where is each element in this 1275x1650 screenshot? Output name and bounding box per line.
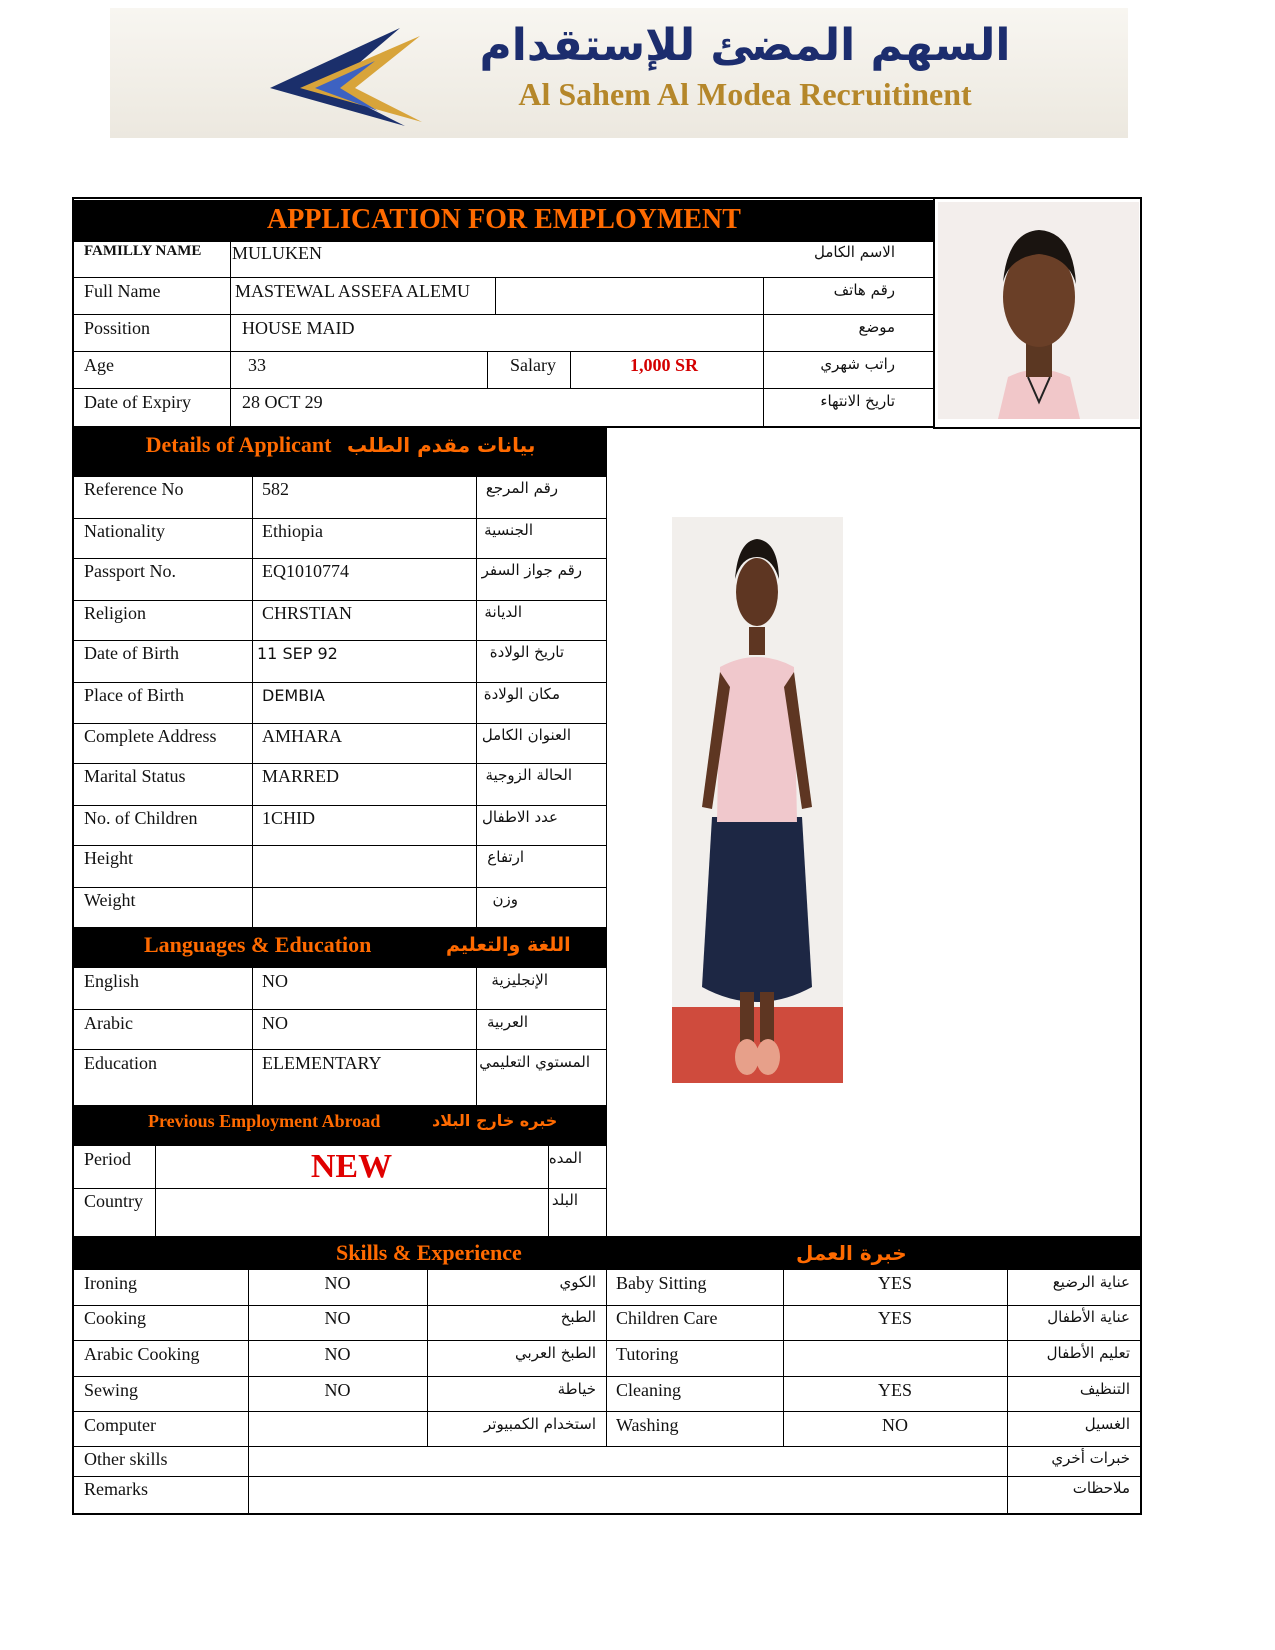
children-care-arabic: عناية الأطفال <box>1047 1308 1130 1326</box>
logo-english-name: Al Sahem Al Modea Recruitinent <box>518 76 972 112</box>
age-value: 33 <box>248 355 266 375</box>
family-name-value: MULUKEN <box>232 243 322 263</box>
education-label: Education <box>84 1053 157 1073</box>
ironing-value: NO <box>324 1273 351 1293</box>
passport-arabic: رقم جواز السفر <box>481 561 582 579</box>
english-value: NO <box>262 971 288 991</box>
religion-arabic: الديانة <box>484 603 522 621</box>
english-arabic: الإنجليزية <box>491 971 548 989</box>
arabic-cooking-label: Arabic Cooking <box>84 1344 200 1364</box>
skills-title-en: Skills & Experience <box>336 1240 522 1265</box>
other-skills-arabic: خبرات أخري <box>1051 1449 1130 1467</box>
cleaning-arabic: التنظيف <box>1079 1380 1130 1398</box>
tutoring-label: Tutoring <box>616 1344 679 1364</box>
previous-title-en: Previous Employment Abroad <box>148 1111 381 1131</box>
address-value: AMHARA <box>262 726 343 746</box>
position-label: Possition <box>84 318 151 338</box>
cleaning-value: YES <box>877 1380 912 1400</box>
period-arabic: المده <box>548 1149 582 1167</box>
position-value: HOUSE MAID <box>242 318 355 338</box>
family-name-arabic: الاسم الكامل <box>813 243 895 261</box>
marital-label: Marital Status <box>84 766 186 786</box>
country-arabic: البلد <box>551 1191 578 1209</box>
skills-header <box>74 1236 1140 1270</box>
details-title-ar: بيانات مقدم الطلب <box>346 433 536 457</box>
height-arabic: ارتفاع <box>487 848 524 866</box>
full-name-label: Full Name <box>84 281 161 301</box>
arabic-cooking-arabic: الطبخ العربي <box>515 1344 596 1362</box>
country-label: Country <box>84 1191 144 1211</box>
family-name-label: FAMILLY NAME <box>84 243 202 259</box>
company-logo <box>110 8 1128 138</box>
details-header <box>74 428 607 476</box>
skills-title-ar: خبرة العمل <box>796 1241 907 1265</box>
washing-arabic: الغسيل <box>1084 1415 1130 1433</box>
sewing-value: NO <box>324 1380 351 1400</box>
education-arabic: المستوي التعليمي <box>479 1053 590 1071</box>
salary-label: Salary <box>510 355 556 375</box>
religion-label: Religion <box>84 603 146 623</box>
children-label: No. of Children <box>84 808 198 828</box>
children-care-value: YES <box>877 1308 912 1328</box>
details-title-en: Details of Applicant <box>145 432 332 457</box>
address-label: Complete Address <box>84 726 217 746</box>
monthly-salary-arabic: راتب شهري <box>820 355 895 373</box>
children-value: 1CHID <box>262 808 315 828</box>
languages-header <box>74 927 607 968</box>
dob-label: Date of Birth <box>84 643 179 663</box>
arabic-label: Arabic <box>84 1013 133 1033</box>
salary-value: 1,000 SR <box>630 355 699 375</box>
pob-arabic: مكان الولادة <box>483 685 560 703</box>
height-label: Height <box>84 848 133 868</box>
position-arabic: موضع <box>858 318 895 336</box>
form-title: APPLICATION FOR EMPLOYMENT <box>74 200 934 240</box>
expiry-value: 28 OCT 29 <box>242 392 323 412</box>
dob-value: 11 SEP 92 <box>257 644 338 663</box>
previous-header <box>74 1105 607 1146</box>
baby-sitting-label: Baby Sitting <box>616 1273 707 1293</box>
dob-arabic: تاريخ الولادة <box>489 643 564 661</box>
computer-arabic: استخدام الكمبيوتر <box>484 1415 596 1433</box>
nationality-arabic: الجنسية <box>484 521 533 539</box>
expiry-arabic: تاريخ الانتهاء <box>820 392 895 410</box>
languages-title-en: Languages & Education <box>144 932 372 957</box>
period-value: NEW <box>310 1148 393 1185</box>
weight-label: Weight <box>84 890 136 910</box>
arabic-cooking-value: NO <box>324 1344 351 1364</box>
nationality-value: Ethiopia <box>262 521 323 541</box>
reference-arabic: رقم المرجع <box>485 479 558 497</box>
expiry-label: Date of Expiry <box>84 392 191 412</box>
reference-label: Reference No <box>84 479 184 499</box>
children-arabic: عدد الاطفال <box>482 808 558 826</box>
cooking-label: Cooking <box>84 1308 147 1328</box>
arabic-value: NO <box>262 1013 288 1033</box>
children-care-label: Children Care <box>616 1308 718 1328</box>
full-name-value: MASTEWAL ASSEFA ALEMU <box>235 281 471 301</box>
marital-value: MARRED <box>262 766 340 786</box>
weight-arabic: وزن <box>492 890 518 908</box>
languages-title-ar: اللغة والتعليم <box>446 934 571 956</box>
passport-photo <box>938 202 1139 419</box>
ironing-label: Ironing <box>84 1273 137 1293</box>
age-label: Age <box>84 355 114 375</box>
sewing-label: Sewing <box>84 1380 138 1400</box>
education-value: ELEMENTARY <box>262 1053 382 1073</box>
washing-value: NO <box>882 1415 908 1435</box>
baby-sitting-arabic: عناية الرضيع <box>1052 1273 1130 1291</box>
pob-label: Place of Birth <box>84 685 184 705</box>
full-body-photo <box>672 517 843 1083</box>
remarks-arabic: ملاحظات <box>1072 1479 1130 1497</box>
address-arabic: العنوان الكامل <box>481 726 571 744</box>
remarks-label: Remarks <box>84 1479 148 1499</box>
logo-arabic-name: السهم المضئ للإستقدام <box>479 20 1011 71</box>
computer-label: Computer <box>84 1415 156 1435</box>
cooking-value: NO <box>324 1308 351 1328</box>
religion-value: CHRSTIAN <box>262 603 353 623</box>
other-skills-label: Other skills <box>84 1449 168 1469</box>
washing-label: Washing <box>616 1415 679 1435</box>
passport-label: Passport No. <box>84 561 177 581</box>
arabic-arabic: العربية <box>487 1013 528 1031</box>
pob-value: DEMBIA <box>262 686 325 705</box>
previous-title-ar: خبره خارج البلاد <box>432 1111 558 1130</box>
nationality-label: Nationality <box>84 521 165 541</box>
cooking-arabic: الطبخ <box>560 1308 596 1326</box>
period-label: Period <box>84 1149 131 1169</box>
english-label: English <box>84 971 140 991</box>
ironing-arabic: الكوي <box>559 1273 596 1291</box>
phone-arabic: رقم هاتف <box>833 281 895 299</box>
reference-value: 582 <box>262 479 289 499</box>
passport-value: EQ1010774 <box>262 561 349 581</box>
baby-sitting-value: YES <box>877 1273 912 1293</box>
cleaning-label: Cleaning <box>616 1380 681 1400</box>
tutoring-arabic: تعليم الأطفال <box>1046 1344 1130 1362</box>
marital-arabic: الحالة الزوجية <box>485 766 572 784</box>
sewing-arabic: خياطة <box>557 1380 596 1398</box>
